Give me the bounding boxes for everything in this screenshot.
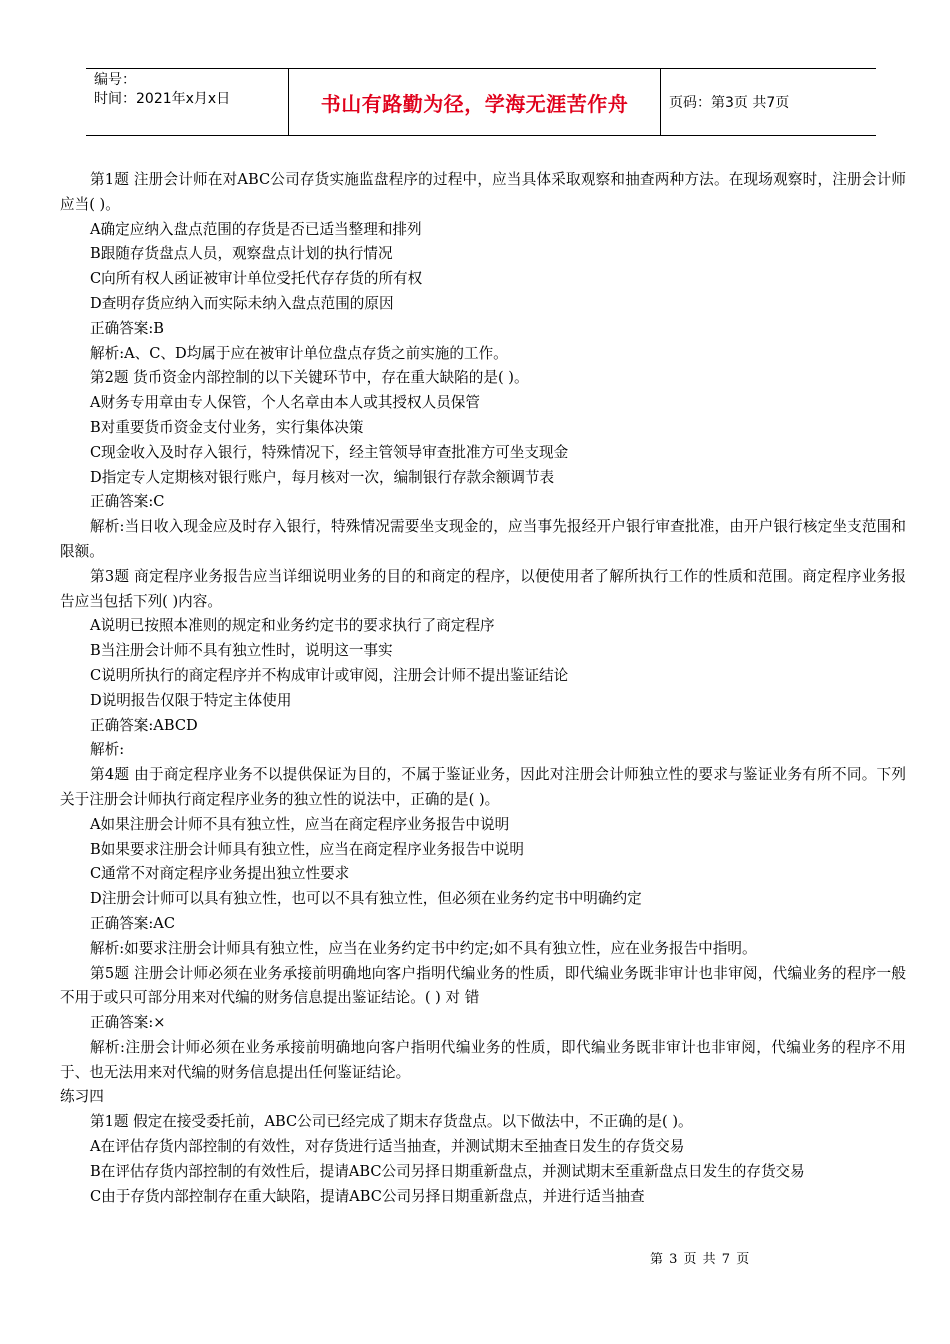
header-motto-cell <box>288 69 661 135</box>
body-paragraph: A在评估存货内部控制的有效性，对存货进行适当抽查，并测试期末至抽查日发生的存货交易 <box>90 1138 685 1156</box>
document-body <box>60 168 906 1209</box>
body-paragraph: D注册会计师可以具有独立性，也可以不具有独立性，但必须在业务约定书中明确约定 <box>90 890 642 908</box>
header-motto: 书山有路勤为径，学海无涯苦作舟 <box>320 91 629 116</box>
body-paragraph: 第5题 注册会计师必须在业务承接前明确地向客户指明代编业务的性质，即代编业务既非审计也非审阅，代编业务的程序一般不用于或只可部分用来对代编的财务信息提出鉴证结论。( ) 对 错 <box>60 964 906 1007</box>
body-paragraph: D说明报告仅限于特定主体使用 <box>90 691 292 709</box>
body-paragraph: B在评估存货内部控制的有效性后，提请ABC公司另择日期重新盘点，并测试期末至重新盘点日发生的存货交易 <box>90 1162 805 1180</box>
body-paragraph: C现金收入及时存入银行，特殊情况下，经主管领导审查批准方可坐支现金 <box>90 443 569 461</box>
body-paragraph: B如果要求注册会计师具有独立性，应当在商定程序业务报告中说明 <box>90 840 524 858</box>
body-paragraph: 解析:A、C、D均属于应在被审计单位盘点存货之前实施的工作。 <box>90 344 508 362</box>
body-paragraph: C由于存货内部控制存在重大缺陷，提请ABC公司另择日期重新盘点，并进行适当抽查 <box>90 1187 645 1205</box>
page-footer: 第 3 页 共 7 页 <box>650 1252 751 1267</box>
body-paragraph: A如果注册会计师不具有独立性，应当在商定程序业务报告中说明 <box>90 815 510 833</box>
header-page-cell <box>661 69 876 135</box>
body-paragraph: 第4题 由于商定程序业务不以提供保证为目的，不属于鉴证业务，因此对注册会计师独立性的要求与鉴证业务有所不同。下列关于注册会计师执行商定程序业务的独立性的说法中，正确的是( )。 <box>60 766 906 808</box>
header-page-label: 页码：第3页 共7页 <box>669 95 790 111</box>
body-paragraph: A确定应纳入盘点范围的存货是否已适当整理和排列 <box>90 220 422 238</box>
body-paragraph: 第1题 注册会计师在对ABC公司存货实施监盘程序的过程中，应当具体采取观察和抽查两种方法。在现场观察时，注册会计师应当( )。 <box>60 171 906 213</box>
document-time-label: 时间：2021年x月x日 <box>94 91 231 107</box>
body-paragraph: 正确答案:C <box>90 493 165 511</box>
body-paragraph: 正确答案:× <box>90 1014 166 1032</box>
body-paragraph: 第3题 商定程序业务报告应当详细说明业务的目的和商定的程序，以便使用者了解所执行工作的性质和范围。商定程序业务报告应当包括下列( )内容。 <box>60 567 906 610</box>
body-paragraph: B跟随存货盘点人员，观察盘点计划的执行情况 <box>90 245 393 263</box>
body-paragraph: A财务专用章由专人保管，个人名章由本人或其授权人员保管 <box>90 394 480 412</box>
body-paragraph: D指定专人定期核对银行账户，每月核对一次，编制银行存款余额调节表 <box>90 468 555 486</box>
document-number-label: 编号： <box>94 72 136 88</box>
body-paragraph: 正确答案:ABCD <box>90 716 198 734</box>
body-paragraph: 练习四 <box>60 1088 104 1106</box>
body-paragraph: 第2题 货币资金内部控制的以下关键环节中，存在重大缺陷的是( )。 <box>90 369 529 387</box>
body-paragraph: B当注册会计师不具有独立性时，说明这一事实 <box>90 642 393 660</box>
header-info-cell <box>86 69 288 135</box>
body-paragraph: B对重要货币资金支付业务，实行集体决策 <box>90 418 364 436</box>
body-paragraph: 第1题 假定在接受委托前，ABC公司已经完成了期末存货盘点。以下做法中，不正确的是( )。 <box>90 1113 693 1131</box>
body-paragraph: A说明已按照本准则的规定和业务约定书的要求执行了商定程序 <box>90 617 495 635</box>
body-paragraph: 解析:当日收入现金应及时存入银行，特殊情况需要坐支现金的，应当事先报经开户银行审查批准，由开户银行核定坐支范围和限额。 <box>60 518 906 560</box>
body-paragraph: 正确答案:B <box>90 319 165 337</box>
body-paragraph: C说明所执行的商定程序并不构成审计或审阅，注册会计师不提出鉴证结论 <box>90 666 569 684</box>
page-header <box>86 68 876 136</box>
body-paragraph: C通常不对商定程序业务提出独立性要求 <box>90 865 350 883</box>
body-paragraph: 解析:注册会计师必须在业务承接前明确地向客户指明代编业务的性质，即代编业务既非审计也非审阅，代编业务的程序不用于、也无法用来对代编的财务信息提出任何鉴证结论。 <box>60 1038 906 1081</box>
body-paragraph: 解析:如要求注册会计师具有独立性，应当在业务约定书中约定;如不具有独立性，应在业务报告中指明。 <box>90 939 757 957</box>
body-paragraph: 正确答案:AC <box>90 914 175 932</box>
body-paragraph: 解析: <box>90 741 125 759</box>
body-paragraph: D查明存货应纳入而实际未纳入盘点范围的原因 <box>90 294 394 312</box>
body-paragraph: C向所有权人函证被审计单位受托代存存货的所有权 <box>90 270 423 288</box>
